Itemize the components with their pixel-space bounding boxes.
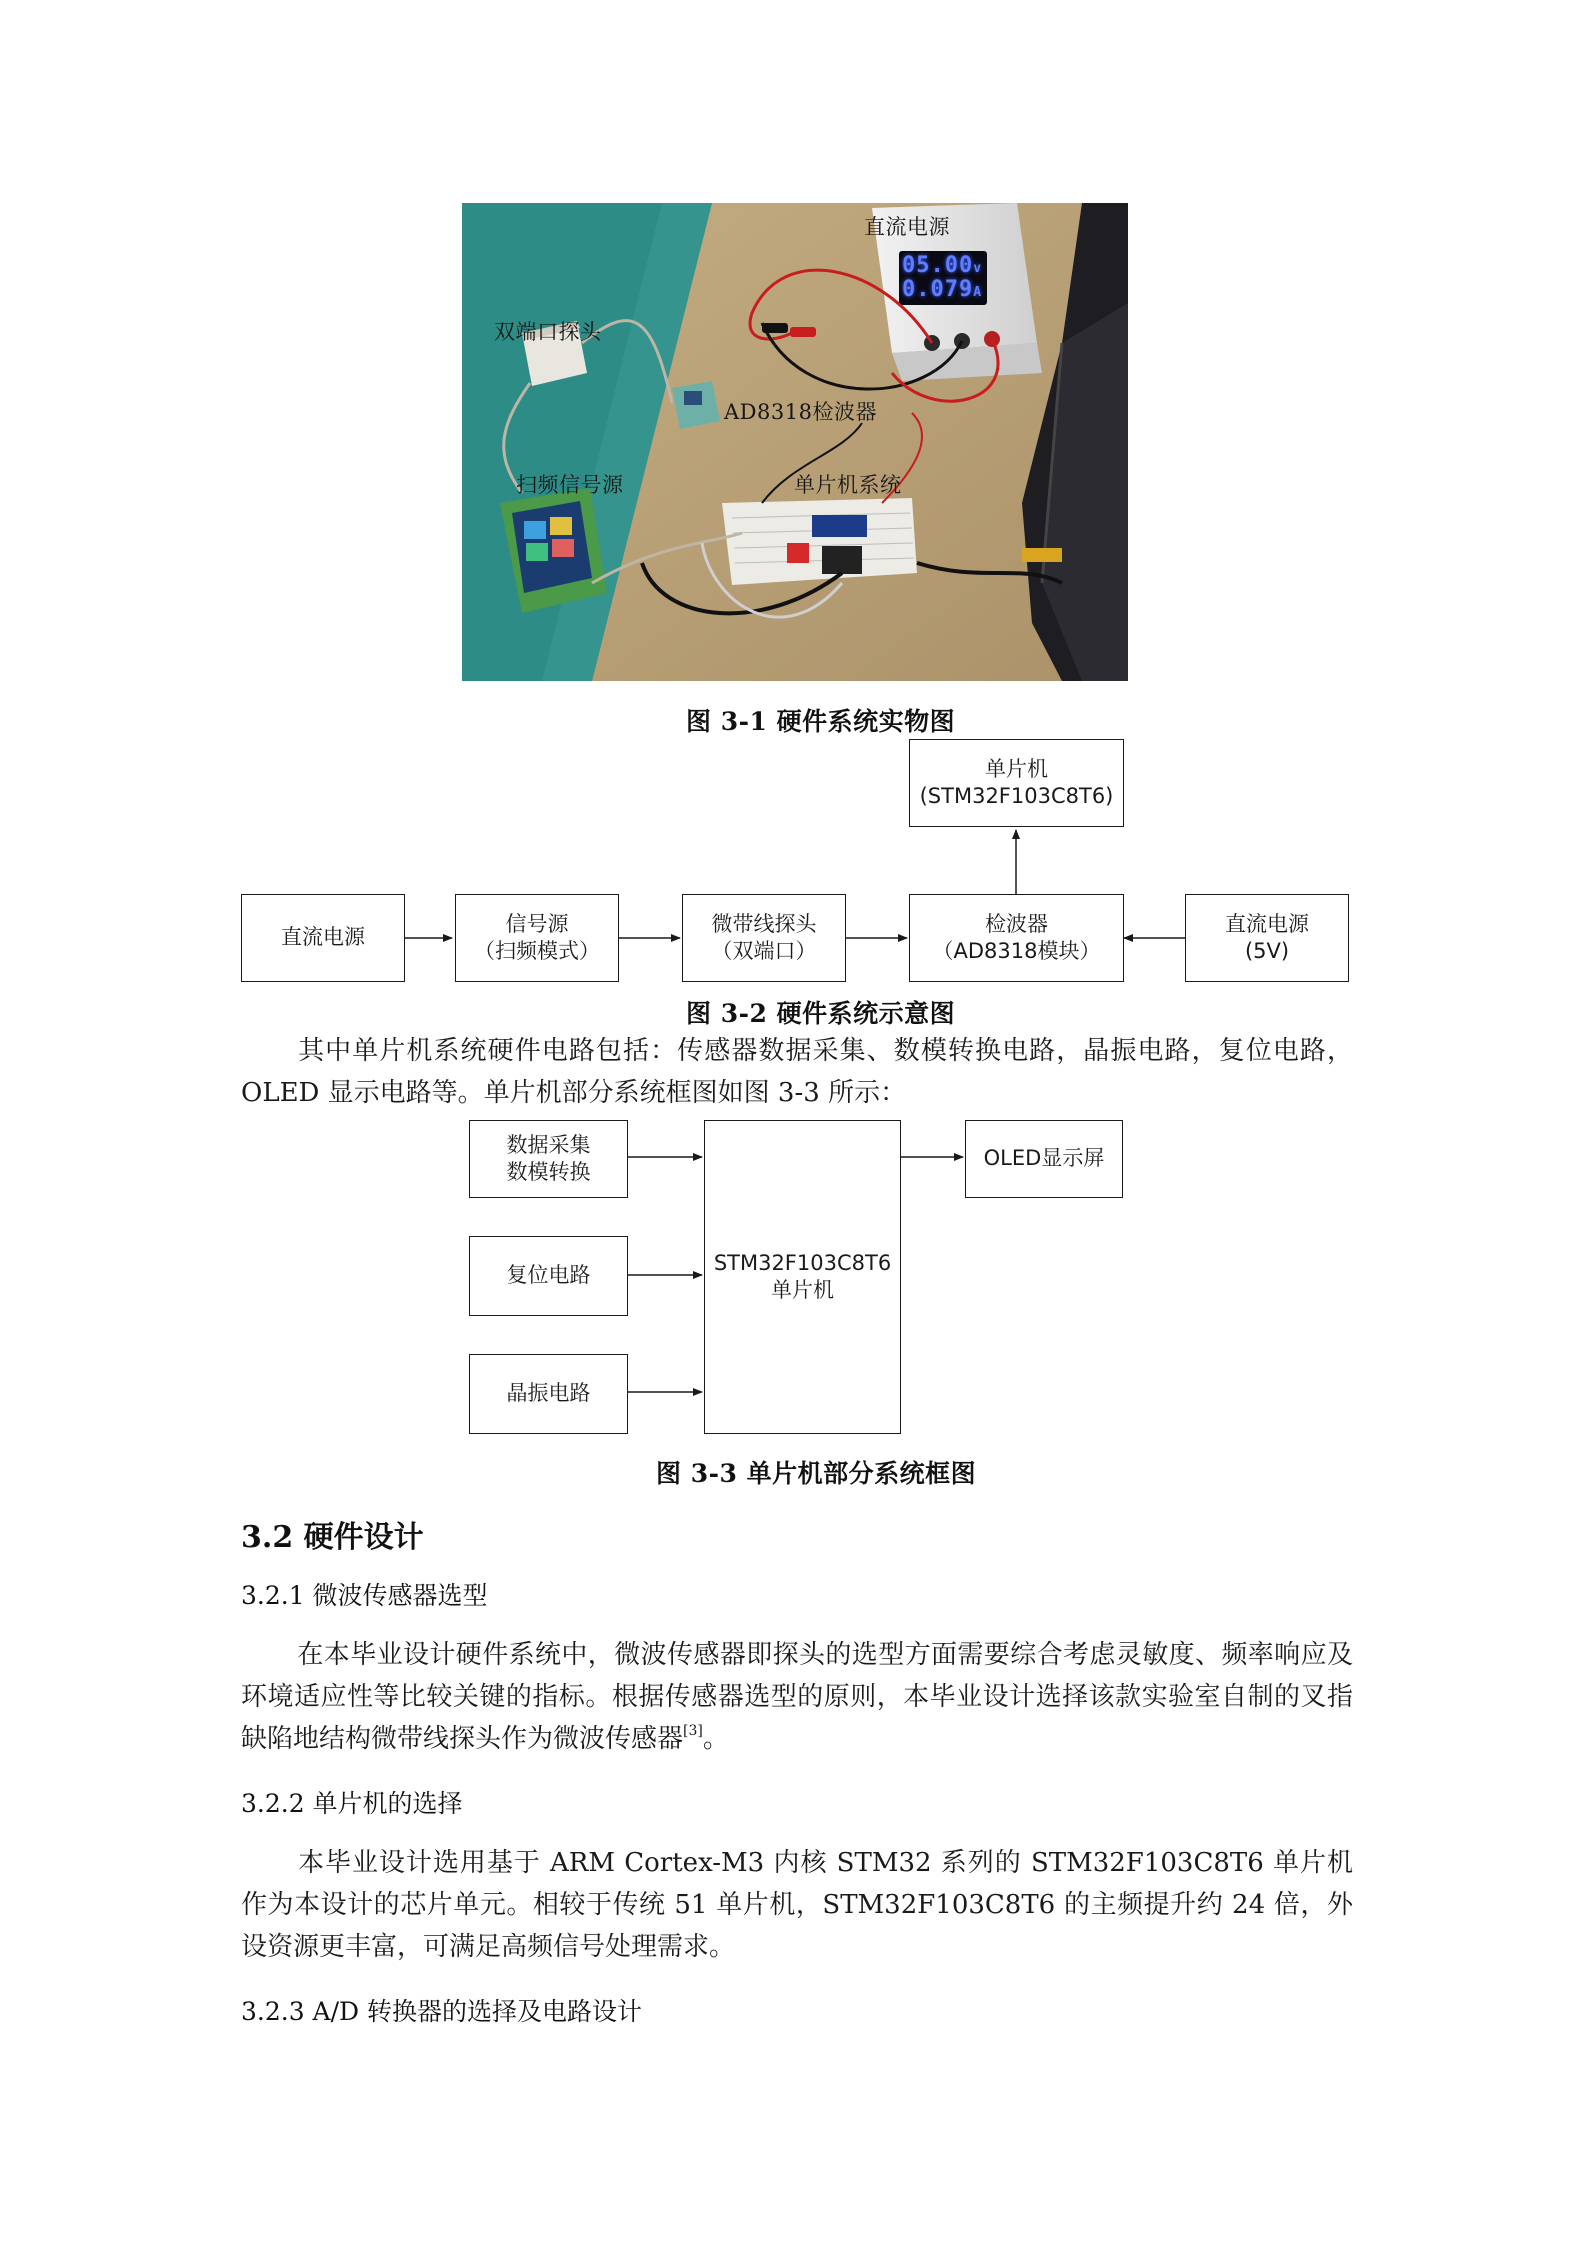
box-reset-circuit <box>469 1236 628 1316</box>
psu-current-readout: 0.079A <box>902 277 983 302</box>
box-reset-label: 复位电路 <box>506 1263 591 1288</box>
box-signal-source-line1: 信号源 <box>505 911 569 936</box>
box-5v-line2: (5V) <box>1244 939 1290 963</box>
hardware-photo <box>462 203 1128 681</box>
paragraph-mcu-selection <box>241 1842 1353 1968</box>
box-signal-source <box>455 894 619 982</box>
box-mcu-line1: 单片机 <box>985 756 1048 781</box>
figure-3-2-caption: 图 3-2 硬件系统示意图 <box>686 999 956 1028</box>
box-probe-line1: 微带线探头 <box>711 911 817 936</box>
box-oled-label: OLED显示屏 <box>983 1146 1105 1171</box>
box-oled-display <box>965 1120 1123 1198</box>
box-acq-line2: 数模转换 <box>506 1160 591 1184</box>
box-dc-power-5v <box>1185 894 1349 982</box>
box-stm32-line1: STM32F103C8T6 <box>713 1250 892 1275</box>
box-stm32-mcu <box>704 1120 901 1434</box>
box-detector-line2: （AD8318模块） <box>932 939 1101 963</box>
section-heading-3-2: 3.2 硬件设计 <box>241 1520 424 1555</box>
box-5v-line1: 直流电源 <box>1225 911 1309 936</box>
box-acq-line1: 数据采集 <box>506 1132 591 1157</box>
photo-illustration <box>462 203 1128 681</box>
subsection-heading-3-2-1: 3.2.1 微波传感器选型 <box>241 1581 488 1610</box>
box-mcu-top <box>909 739 1124 827</box>
box-crystal-circuit <box>469 1354 628 1434</box>
subsection-heading-3-2-2: 3.2.2 单片机的选择 <box>241 1789 463 1818</box>
box-crystal-label: 晶振电路 <box>506 1381 591 1406</box>
citation-ref: [3] <box>683 1723 703 1739</box>
box-detector <box>909 894 1124 982</box>
paragraph-mcu-text: 本毕业设计选用基于 ARM Cortex-M3 内核 STM32 系列的 STM32F103C8T6 单片机作为本设计的芯片单元。相较于传统 51 单片机，STM32F103C8T6 的主频提升约 24 倍，外设资源更丰富，可满足高频信号处理需求。 <box>241 1848 1353 1962</box>
figure-3-1-caption: 图 3-1 硬件系统实物图 <box>686 707 956 736</box>
paragraph-mcu-circuits-text: 其中单片机系统硬件电路包括：传感器数据采集、数模转换电路，晶振电路，复位电路，OLED 显示电路等。单片机部分系统框图如图 3-3 所示： <box>241 1036 1353 1108</box>
label-detector: AD8318检波器 <box>724 400 877 424</box>
box-dc-power-label: 直流电源 <box>281 925 365 950</box>
paragraph-sensor-selection <box>241 1634 1353 1760</box>
paragraph-sensor-text: 在本毕业设计硬件系统中，微波传感器即探头的选型方面需要综合考虑灵敏度、频率响应及环境适应性等比较关键的指标。根据传感器选型的原则，本毕业设计选择该款实验室自制的叉指缺陷地结构微带线探头作为微波传感器 <box>241 1640 1353 1754</box>
box-signal-source-line2: （扫频模式） <box>474 939 600 963</box>
box-mcu-line2: (STM32F103C8T6) <box>919 784 1114 808</box>
label-dc-power: 直流电源 <box>864 215 950 239</box>
psu-voltage-readout: 05.00v <box>902 253 983 278</box>
box-data-acquisition <box>469 1120 628 1198</box>
label-dual-probe: 双端口探头 <box>494 320 602 344</box>
subsection-heading-3-2-3: 3.2.3 A/D 转换器的选择及电路设计 <box>241 1997 643 2026</box>
box-detector-line1: 检波器 <box>985 911 1048 936</box>
paragraph-mcu-circuits <box>241 1030 1353 1114</box>
paragraph-sensor-end: 。 <box>702 1724 729 1754</box>
box-dc-power <box>241 894 405 982</box>
figure-3-3-caption: 图 3-3 单片机部分系统框图 <box>656 1459 977 1488</box>
box-probe-line2: （双端口） <box>711 939 817 963</box>
label-sweep-source: 扫频信号源 <box>516 473 624 497</box>
box-microstrip-probe <box>682 894 846 982</box>
label-mcu-system: 单片机系统 <box>794 473 902 497</box>
box-stm32-line2: 单片机 <box>771 1278 834 1302</box>
